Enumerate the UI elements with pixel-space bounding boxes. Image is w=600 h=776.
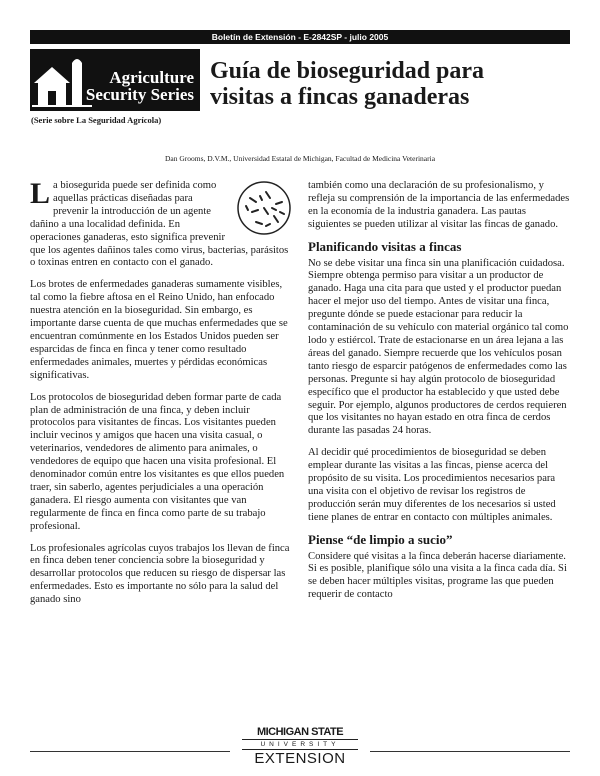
microscope-slide-icon xyxy=(236,180,292,236)
msu-line-3: EXTENSION xyxy=(254,750,346,767)
document-title xyxy=(210,58,570,110)
author-line: Dan Grooms, D.V.M., Universidad Estatal de Michigan, Facultad de Medicina Veterinaria xyxy=(164,154,436,163)
intro-paragraph xyxy=(30,177,292,270)
heading-planning-visits: Planificando visitas a fincas xyxy=(308,238,462,254)
paragraph-protocols: Los protocolos de bioseguridad deben formar parte de cada plan de administración de una finca, y deben incluir protocolos para visitantes de fincas. Los visitantes pueden incluir vecinos y amigos que hacen una visita casual, o veterinarios, vendedores de alimento para animales, o vendedores de equipo que hacen una visita profesional. El denominador común entre los visitantes es que ellos pueden traer, sin saberlo, agentes perjudiciales a una operación ganadera. El riesgo aumenta con visitantes que van regularmente de finca en finca como parte de su trabajo profesional. xyxy=(30,391,285,532)
msu-extension-logo xyxy=(236,727,364,766)
drop-cap: L xyxy=(30,177,51,210)
footer-rule-right xyxy=(370,751,570,752)
paragraph-continuation: también como una declaración de su profesionalismo, y refleja su comprensión de la importancia de las enfermedades en la economía de la industria ganadera. Las pautas siguientes se pueden utilizar al visitar las fincas de ganado. xyxy=(308,180,570,230)
bulletin-bar xyxy=(30,30,570,44)
intro-text: a biosegurida puede ser definida como aquellas prácticas diseñadas para prevenir la introducción de un agente dañino a una localidad definida. En operaciones ganaderas, esto significa prevenir que los agentes dañinos tales como virus, bacterias, parásitos o toxinas entren en contacto con el ganado. xyxy=(30,180,289,269)
barn-icon xyxy=(32,53,92,109)
title-line-2: visitas a fincas ganaderas xyxy=(210,84,470,110)
agriculture-security-series-logo xyxy=(30,49,200,111)
paragraph-planning: No se debe visitar una finca sin una planificación cuidadosa. Siempre obtenga permiso para visitar a un productor de ganado. Haga una cita para que usted y el productor puedan hacer el mejor uso del tiempo. Antes de visitar una finca, pregunte dónde se puede estacionar para reducir la contaminación de su vehículo con material orgánico tal como lodo y estiércol. Trate de estacionarse en un área lejana a las áreas del ganado. Siempre recuerde que los vehículos posan tanto riesgo de esparcir patógenos de enfermedades como las personas. Pregunte si hay algún protocolo de bioseguridad específico que el productor ha establecido y que usted debe seguir. Por ejemplo, algunos productores de cerdos requieren que los visitantes no hayan estado en otra finca de cerdos durante las pasadas 24 horas. xyxy=(308,257,569,437)
paragraph-procedures: Al decidir qué procedimientos de bioseguridad se deben emplear durante las visitas a las fincas, piense acerca del propósito de su visita. Los procedimientos necesarios para una visita con el objetivo de revisar los registros de producción serán muy diferentes de los necesarios si usted tiene planes de entrar en contacto con múltiples animales. xyxy=(308,447,556,523)
title-line-1: Guía de bioseguridad para xyxy=(210,58,485,84)
logo-line-1: Agriculture xyxy=(109,68,194,87)
msu-line-2: UNIVERSITY xyxy=(242,739,358,750)
logo-line-2: Security Series xyxy=(85,85,194,104)
footer-rule-left xyxy=(30,751,230,752)
msu-line-1: MICHIGAN STATE xyxy=(256,726,344,738)
bulletin-text: Boletín de Extensión - E-2842SP - julio 2005 xyxy=(211,32,389,42)
paragraph-outbreaks: Los brotes de enfermedades ganaderas sumamente visibles, tal como la fiebre aftosa en el Reino Unido, han enfocado nuestra atención en la bioseguridad. Sin embargo, es importante darse cuenta de que muchas enfermedades que se encuentran comúnmente en los Estados Unidos pueden ser esparcidas de finca en finca y tener como resultado enfermedades animales, muertes y pérdidas económicas significativas. xyxy=(30,279,288,381)
left-column xyxy=(30,177,292,616)
right-column xyxy=(308,180,570,611)
heading-clean-to-dirty: Piense “de limpio a sucio” xyxy=(308,531,453,547)
logo-subtitle: (Serie sobre La Seguridad Agrícola) xyxy=(31,115,162,125)
paragraph-professionals: Los profesionales agrícolas cuyos trabajos los llevan de finca en finca deben tener conciencia sobre la bioseguridad y desarrollar protocolos que reducen su riesgo de dispersar las enfermedades. Esto es importante no sólo para la salud del ganado sino xyxy=(30,542,290,606)
paragraph-daily-visits: Considere qué visitas a la finca deberán hacerse diariamente. Si es posible, planifique sólo una visita a la finca cada día. Si se deben hacer múltiples visitas, programe las que pueden requerir de contacto xyxy=(308,550,567,601)
